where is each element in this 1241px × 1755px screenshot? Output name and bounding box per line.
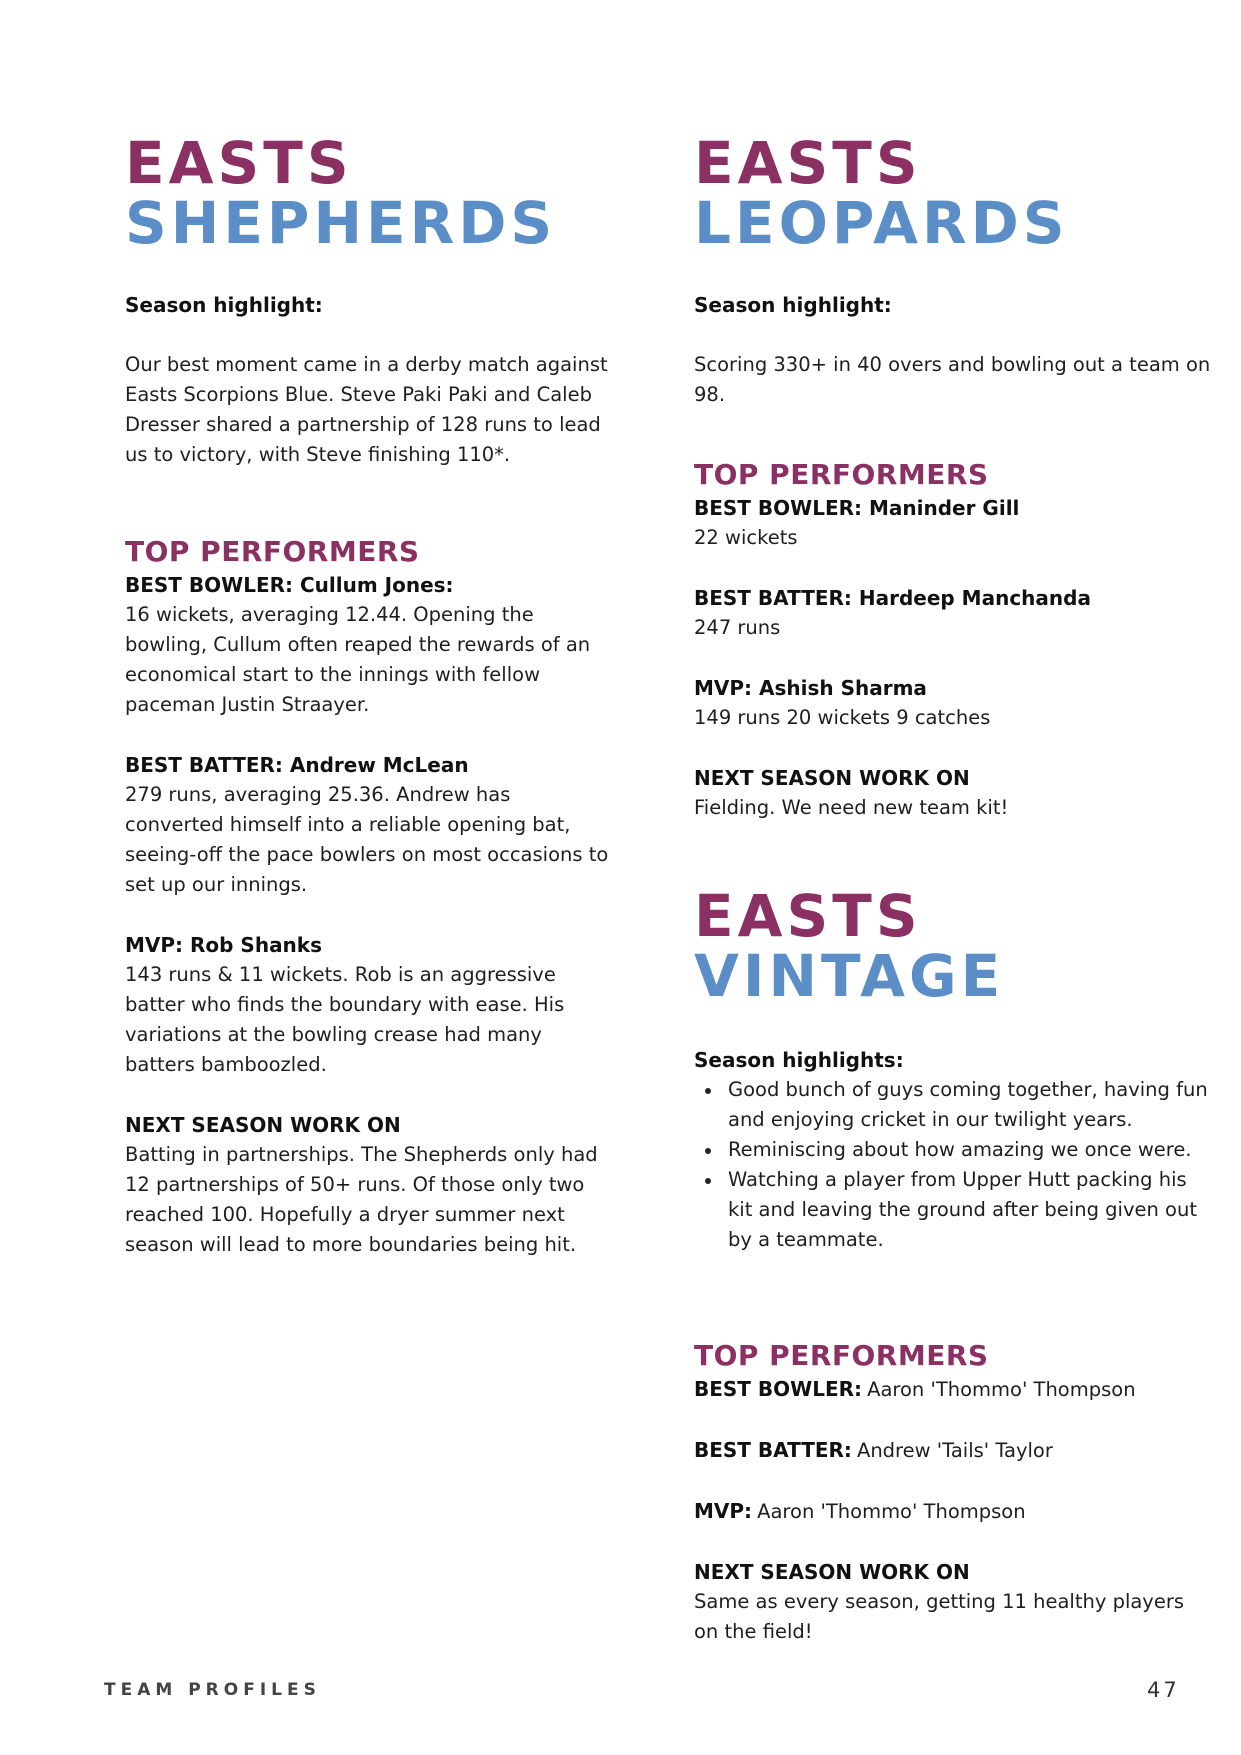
leopards-next-label: NEXT SEASON WORK ON [694,766,970,790]
leopards-best-bowler [694,493,1214,553]
list-item: Reminiscing about how amazing we once were. [728,1135,1214,1165]
vintage-best-bowler-value: Aaron 'Thommo' Thompson [867,1378,1136,1401]
shepherds-best-bowler-text: 16 wickets, averaging 12.44. Opening the bowling, Cullum often reaped the rewards of an economical start to the innings with fellow paceman Justin Straayer. [125,603,591,716]
shepherds-highlight-label: Season highlight: [125,293,323,317]
shepherds-next-text: Batting in partnerships. The Shepherds only had 12 partnerships of 50+ runs. Of those only two reached 100. Hopefully a dryer summer next season will lead to more boundaries being hit. [125,1143,598,1256]
shepherds-best-bowler [125,570,615,720]
vintage-best-bowler [694,1374,1214,1405]
vintage-title [694,882,1005,1010]
vintage-next-season [694,1557,1214,1647]
shepherds-best-batter [125,750,615,900]
list-item: Good bunch of guys coming together, having fun and enjoying cricket in our twilight years. [728,1075,1214,1135]
vintage-mvp [694,1496,1214,1527]
vintage-top-performers [694,1340,1214,1647]
vintage-mvp-value: Aaron 'Thommo' Thompson [757,1500,1026,1523]
page-number: 47 [1147,1678,1180,1702]
shepherds-next-season [125,1110,615,1260]
shepherds-best-batter-text: 279 runs, averaging 25.36. Andrew has converted himself into a reliable opening bat, seeing-off the pace bowlers on most occasions to set up our innings. [125,783,609,896]
leopards-best-bowler-text: 22 wickets [694,526,798,549]
shepherds-best-bowler-label: BEST BOWLER: Cullum Jones: [125,573,454,597]
leopards-top-performers-heading: TOP PERFORMERS [694,458,989,491]
shepherds-best-batter-label: BEST BATTER: Andrew McLean [125,753,469,777]
list-item: Watching a player from Upper Hutt packing his kit and leaving the ground after being given out by a teammate. [728,1165,1214,1255]
shepherds-next-label: NEXT SEASON WORK ON [125,1113,401,1137]
vintage-best-batter-value: Andrew 'Tails' Taylor [856,1439,1053,1462]
vintage-highlights [694,1045,1214,1255]
shepherds-title-line1: EASTS [125,129,353,197]
shepherds-title-line2: SHEPHERDS [125,189,557,257]
leopards-best-bowler-label: BEST BOWLER: Maninder Gill [694,496,1020,520]
shepherds-mvp [125,930,615,1080]
vintage-top-performers-heading: TOP PERFORMERS [694,1339,989,1372]
leopards-title-line1: EASTS [694,129,922,197]
vintage-best-bowler-label: BEST BOWLER: [694,1377,863,1401]
leopards-highlight-text: Scoring 330+ in 40 overs and bowling out a team on 98. [694,353,1211,406]
leopards-next-season [694,763,1214,823]
leopards-title-line2: LEOPARDS [694,189,1069,257]
leopards-mvp-text: 149 runs 20 wickets 9 catches [694,706,991,729]
shepherds-mvp-text: 143 runs & 11 wickets. Rob is an aggressive batter who finds the boundary with ease. His variations at the bowling crease had many batters bamboozled. [125,963,565,1076]
vintage-title-line2: VINTAGE [694,942,1005,1010]
vintage-best-batter [694,1435,1214,1466]
leopards-highlight-label: Season highlight: [694,293,892,317]
vintage-highlights-label: Season highlights: [694,1048,904,1072]
leopards-next-text: Fielding. We need new team kit! [694,796,1009,819]
leopards-highlight [694,290,1214,410]
shepherds-highlight [125,290,615,470]
leopards-best-batter-label: BEST BATTER: Hardeep Manchanda [694,586,1091,610]
shepherds-mvp-label: MVP: Rob Shanks [125,933,323,957]
footer-section-label: TEAM PROFILES [104,1680,321,1700]
vintage-mvp-label: MVP: [694,1499,753,1523]
shepherds-highlight-text: Our best moment came in a derby match against Easts Scorpions Blue. Steve Paki Paki and Caleb Dresser shared a partnership of 128 runs to lead us to victory, with Steve finishing 110*. [125,353,608,466]
leopards-mvp-label: MVP: Ashish Sharma [694,676,927,700]
vintage-next-label: NEXT SEASON WORK ON [694,1560,970,1584]
leopards-best-batter [694,583,1214,643]
vintage-best-batter-label: BEST BATTER: [694,1438,852,1462]
leopards-title [694,129,1069,257]
shepherds-top-performers-heading: TOP PERFORMERS [125,535,420,568]
vintage-next-text: Same as every season, getting 11 healthy players on the field! [694,1590,1185,1643]
leopards-top-performers [694,459,1214,823]
shepherds-title [125,129,557,257]
leopards-best-batter-text: 247 runs [694,616,781,639]
shepherds-top-performers [125,536,615,1260]
vintage-title-line1: EASTS [694,882,922,950]
leopards-mvp [694,673,1214,733]
vintage-highlights-list [694,1075,1214,1255]
